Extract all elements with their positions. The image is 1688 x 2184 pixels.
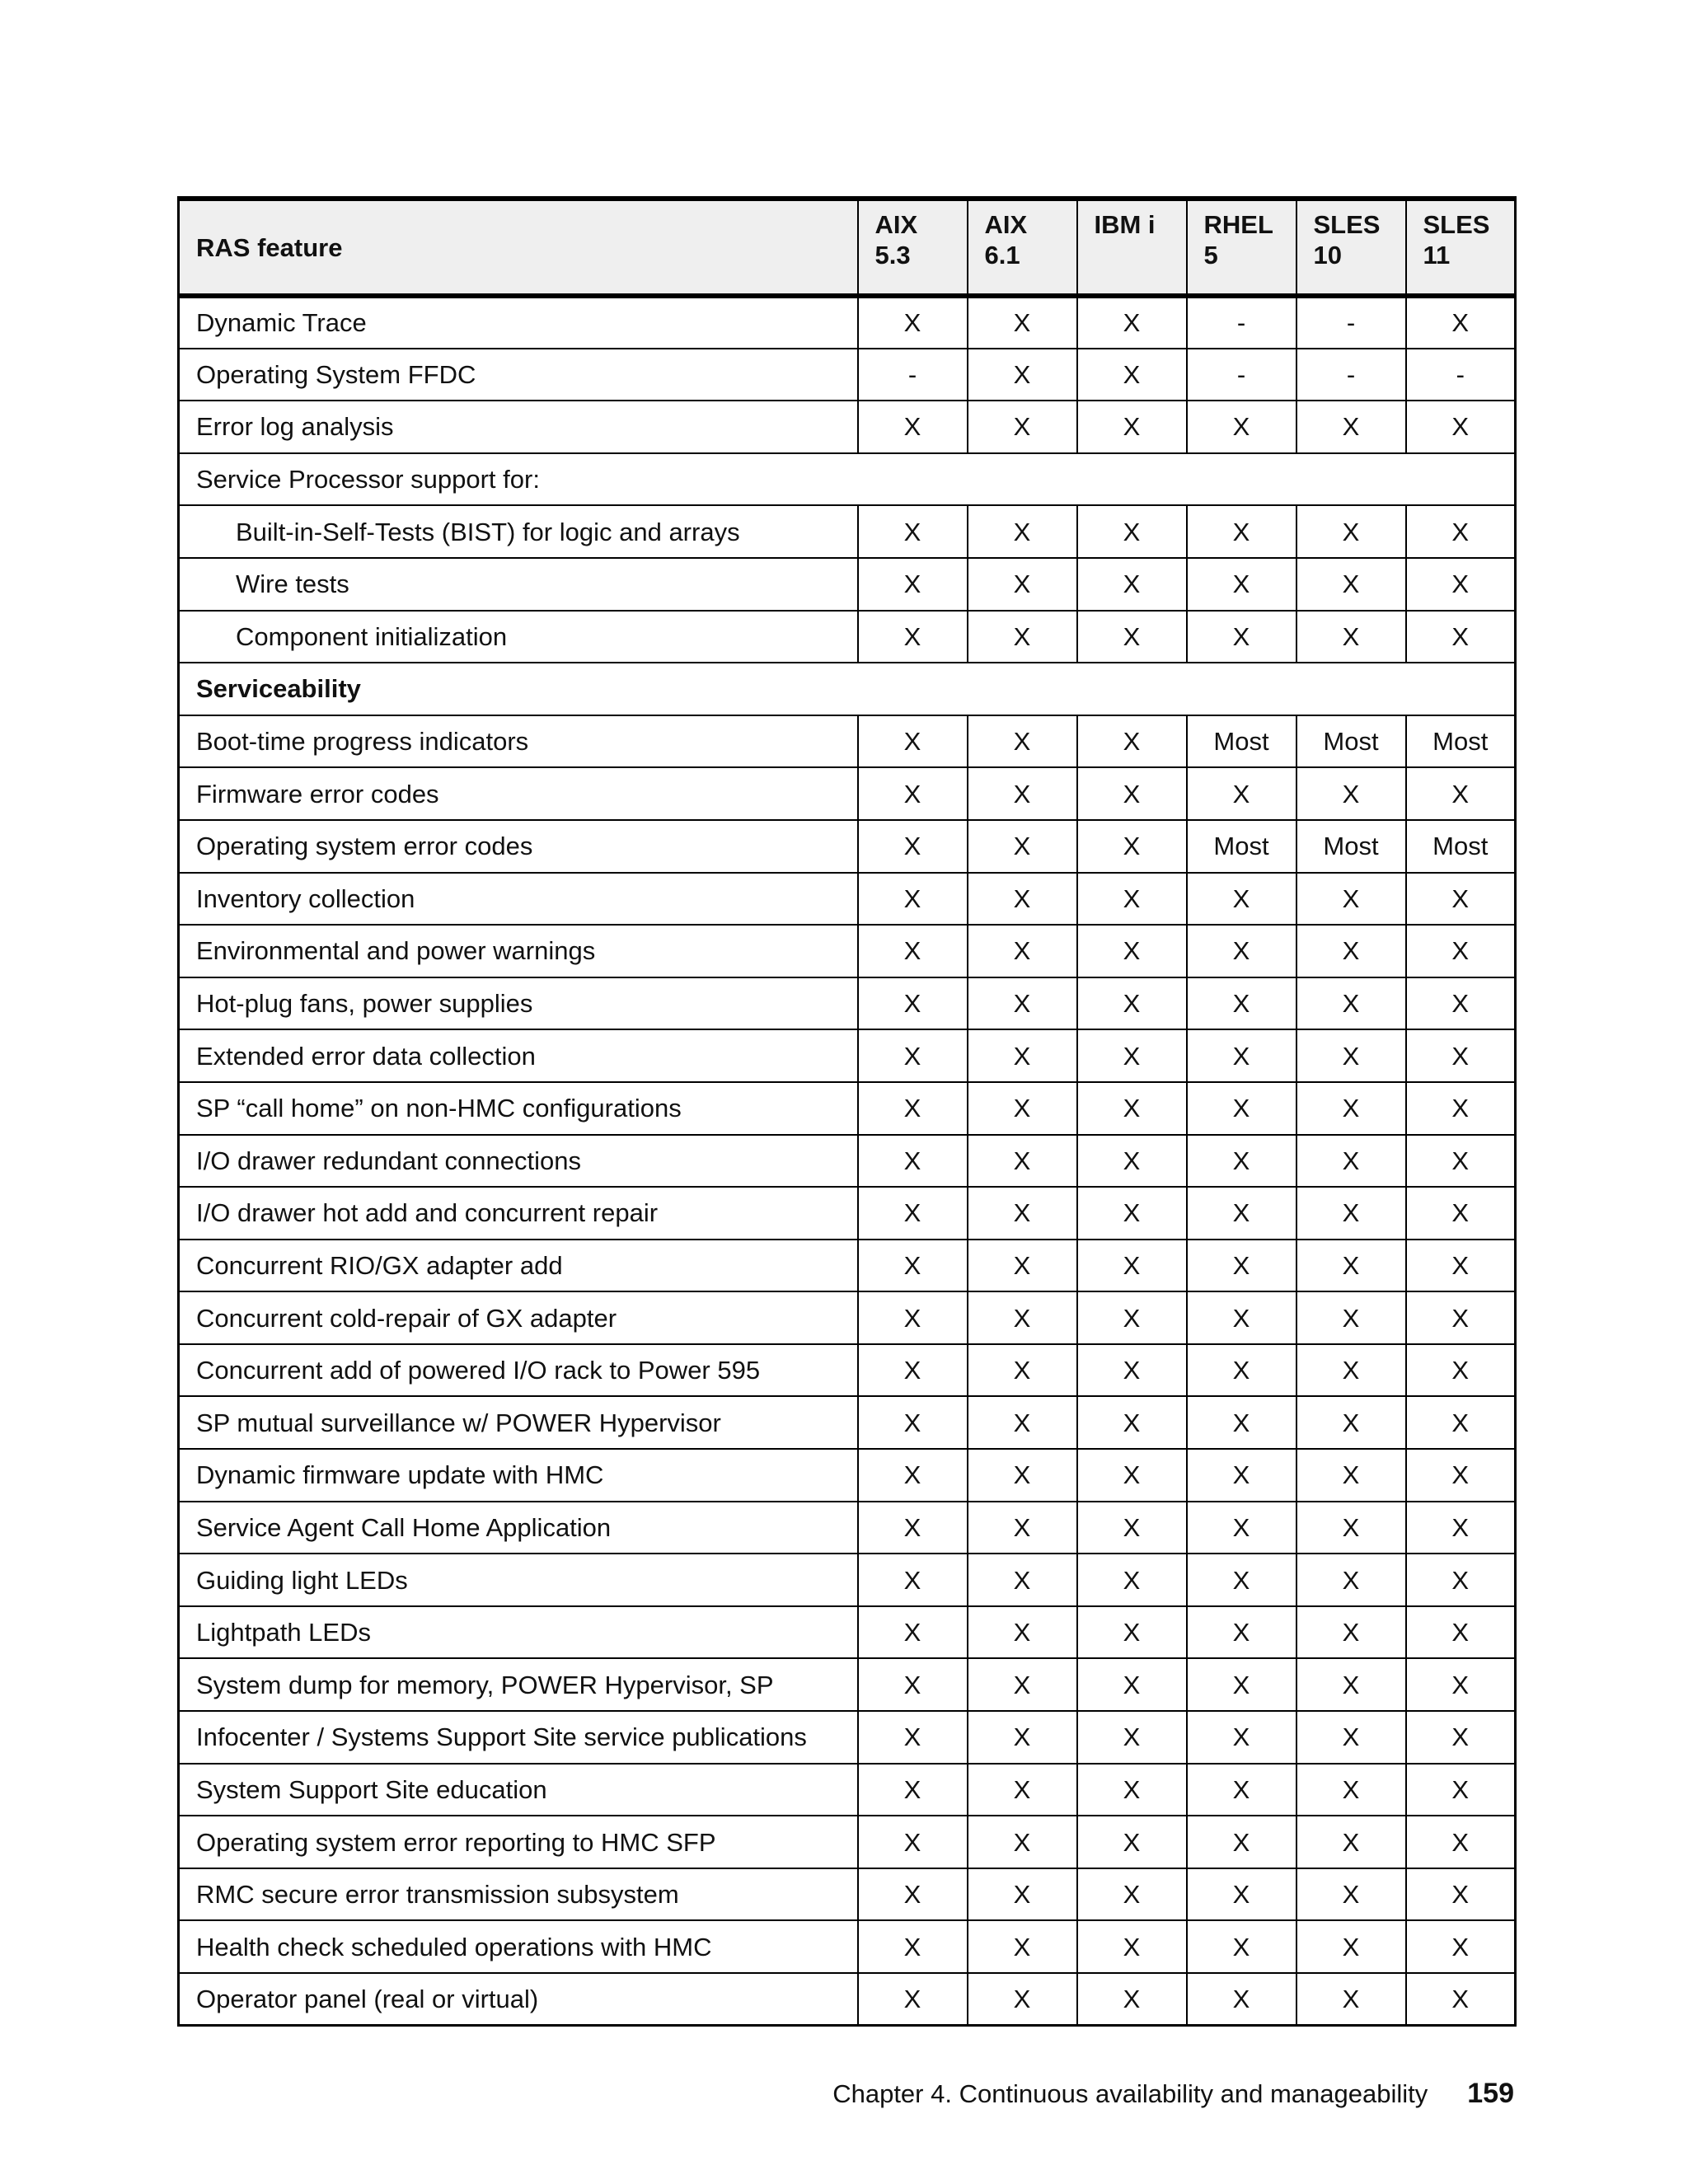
support-value-cell: X [968,1973,1077,2026]
table-header-row [179,199,1516,296]
support-value-cell: X [1077,1344,1187,1397]
table-row [179,767,1516,820]
support-value-cell: X [858,1920,968,1973]
support-value-cell: X [1406,611,1516,663]
support-value-cell: X [1077,873,1187,926]
support-value-cell: Most [1406,820,1516,873]
support-value-cell: X [1296,1658,1406,1711]
support-value-cell: - [1187,296,1296,349]
support-value-cell: X [1406,401,1516,453]
table-row [179,1240,1516,1292]
support-value-cell: X [968,349,1077,401]
support-value-cell: X [1077,767,1187,820]
support-value-cell: X [858,1711,968,1764]
feature-cell: System dump for memory, POWER Hypervisor, SP [179,1658,858,1711]
support-value-cell: X [968,1029,1077,1082]
support-value-cell: X [1406,1658,1516,1711]
support-value-cell: X [968,1711,1077,1764]
support-value-cell: X [858,611,968,663]
header-ras-feature: RAS feature [179,199,858,296]
support-value-cell: X [1077,1502,1187,1554]
support-value-cell: X [968,1868,1077,1921]
table-row [179,1396,1516,1449]
support-value-cell: X [1296,1764,1406,1816]
support-value-cell: X [968,1449,1077,1502]
support-value-cell: X [1077,1658,1187,1711]
table-row [179,1344,1516,1397]
support-value-cell: X [1406,1082,1516,1135]
support-value-cell: X [1077,1187,1187,1240]
support-value-cell: - [1187,349,1296,401]
support-value-cell: X [858,1291,968,1344]
support-value-cell: X [968,767,1077,820]
support-value-cell: X [1077,1029,1187,1082]
header-sles-11: SLES 11 [1406,199,1516,296]
table-row [179,873,1516,926]
table-row [179,296,1516,349]
support-value-cell: X [1187,558,1296,611]
header-ibm-i: IBM i [1077,199,1187,296]
support-value-cell: X [1406,1711,1516,1764]
support-value-cell: X [1406,296,1516,349]
table-row [179,1658,1516,1711]
support-value-cell: X [1187,1082,1296,1135]
support-value-cell: X [1077,1816,1187,1868]
feature-cell: Operating system error reporting to HMC SFP [179,1816,858,1868]
support-value-cell: X [1077,349,1187,401]
table-row [179,1711,1516,1764]
support-value-cell: X [1077,296,1187,349]
support-value-cell: X [1406,1344,1516,1397]
support-value-cell: X [1296,1606,1406,1659]
support-value-cell: X [968,1658,1077,1711]
support-value-cell: X [1296,1187,1406,1240]
table-row [179,1135,1516,1188]
support-value-cell: X [1187,1135,1296,1188]
support-value-cell: X [1296,767,1406,820]
feature-cell: Firmware error codes [179,767,858,820]
support-value-cell: X [858,873,968,926]
support-value-cell: Most [1296,715,1406,768]
support-value-cell: X [1077,611,1187,663]
support-value-cell: X [1077,1920,1187,1973]
support-value-cell: X [1296,977,1406,1030]
support-value-cell: X [968,1187,1077,1240]
support-value-cell: X [1187,611,1296,663]
support-value-cell: X [1296,1868,1406,1921]
table-row [179,1920,1516,1973]
support-value-cell: X [1406,1029,1516,1082]
support-value-cell: X [1077,925,1187,977]
support-value-cell: X [968,1764,1077,1816]
table-row [179,1082,1516,1135]
support-value-cell: X [1296,1449,1406,1502]
support-value-cell: X [968,296,1077,349]
support-value-cell: Most [1296,820,1406,873]
page-number: 159 [1467,2078,1514,2109]
support-value-cell: X [858,1868,968,1921]
support-value-cell: X [858,1029,968,1082]
feature-cell: Concurrent cold-repair of GX adapter [179,1291,858,1344]
support-value-cell: X [1406,1135,1516,1188]
support-value-cell: X [858,1658,968,1711]
support-value-cell: X [858,1502,968,1554]
feature-cell: Service Agent Call Home Application [179,1502,858,1554]
feature-cell: Component initialization [179,611,858,663]
support-value-cell: X [1187,1029,1296,1082]
feature-cell: Operator panel (real or virtual) [179,1973,858,2026]
support-value-cell: X [858,1554,968,1606]
feature-cell: Dynamic Trace [179,296,858,349]
support-value-cell: X [1187,1240,1296,1292]
support-value-cell: X [1296,1973,1406,2026]
support-value-cell: X [1187,1973,1296,2026]
support-value-cell: Most [1406,715,1516,768]
support-value-cell: X [1406,505,1516,558]
support-value-cell: X [1296,401,1406,453]
support-value-cell: X [968,1135,1077,1188]
support-value-cell: X [1187,873,1296,926]
support-value-cell: X [1077,1291,1187,1344]
feature-cell: Concurrent RIO/GX adapter add [179,1240,858,1292]
table-row [179,1606,1516,1659]
table-section-row [179,453,1516,506]
table-row [179,1449,1516,1502]
table-row [179,1816,1516,1868]
support-value-cell: X [1296,1711,1406,1764]
support-value-cell: X [858,977,968,1030]
ras-feature-table [177,196,1517,2027]
table-row [179,925,1516,977]
support-value-cell: X [968,1606,1077,1659]
header-rhel-5: RHEL 5 [1187,199,1296,296]
table-row [179,505,1516,558]
support-value-cell: X [1406,1187,1516,1240]
support-value-cell: X [1077,1240,1187,1292]
support-value-cell: X [968,1396,1077,1449]
header-sles-10: SLES 10 [1296,199,1406,296]
support-value-cell: - [858,349,968,401]
support-value-cell: X [1077,977,1187,1030]
support-value-cell: - [1406,349,1516,401]
feature-cell: Extended error data collection [179,1029,858,1082]
support-value-cell: X [1077,1868,1187,1921]
support-value-cell: X [858,767,968,820]
support-value-cell: X [1187,1291,1296,1344]
feature-cell: Infocenter / Systems Support Site service publications [179,1711,858,1764]
support-value-cell: X [968,1082,1077,1135]
support-value-cell: X [1296,1291,1406,1344]
support-value-cell: X [1077,820,1187,873]
support-value-cell: X [1187,1711,1296,1764]
support-value-cell: X [1077,1449,1187,1502]
support-value-cell: X [1296,1135,1406,1188]
support-value-cell: X [1296,873,1406,926]
support-value-cell: X [1187,1868,1296,1921]
support-value-cell: X [1187,1554,1296,1606]
support-value-cell: X [1406,1868,1516,1921]
support-value-cell: X [1406,1554,1516,1606]
support-value-cell: X [968,873,1077,926]
support-value-cell: X [858,1606,968,1659]
support-value-cell: X [1406,1396,1516,1449]
support-value-cell: X [1296,1502,1406,1554]
support-value-cell: X [968,1554,1077,1606]
feature-cell: I/O drawer hot add and concurrent repair [179,1187,858,1240]
support-value-cell: X [858,1344,968,1397]
support-value-cell: X [1077,1711,1187,1764]
section-label: Service Processor support for: [179,453,1516,506]
support-value-cell: X [1187,767,1296,820]
table-row [179,820,1516,873]
support-value-cell: X [1296,1920,1406,1973]
support-value-cell: X [968,1920,1077,1973]
support-value-cell: X [1296,505,1406,558]
footer-chapter-title: Chapter 4. Continuous availability and manageability [832,2079,1428,2108]
support-value-cell: X [968,1240,1077,1292]
support-value-cell: X [1406,558,1516,611]
support-value-cell: X [1406,1449,1516,1502]
support-value-cell: X [1187,977,1296,1030]
feature-cell: Operating system error codes [179,820,858,873]
table-row [179,611,1516,663]
support-value-cell: X [968,1816,1077,1868]
support-value-cell: X [1077,1554,1187,1606]
support-value-cell: X [1187,1606,1296,1659]
support-value-cell: X [1296,1029,1406,1082]
support-value-cell: Most [1187,715,1296,768]
table-row [179,401,1516,453]
support-value-cell: X [858,1816,968,1868]
table-row [179,349,1516,401]
feature-cell: Boot-time progress indicators [179,715,858,768]
support-value-cell: X [1187,1816,1296,1868]
support-value-cell: X [1406,1606,1516,1659]
support-value-cell: X [858,505,968,558]
support-value-cell: X [1077,1396,1187,1449]
feature-cell: SP “call home” on non-HMC configurations [179,1082,858,1135]
support-value-cell: X [858,558,968,611]
support-value-cell: X [1077,715,1187,768]
support-value-cell: X [1406,1291,1516,1344]
feature-cell: Wire tests [179,558,858,611]
support-value-cell: X [1406,1502,1516,1554]
support-value-cell: X [1187,1396,1296,1449]
support-value-cell: X [1077,1973,1187,2026]
support-value-cell: X [858,1973,968,2026]
support-value-cell: X [1187,1502,1296,1554]
support-value-cell: X [968,505,1077,558]
feature-cell: Lightpath LEDs [179,1606,858,1659]
support-value-cell: X [1077,1606,1187,1659]
support-value-cell: X [1187,1449,1296,1502]
section-label: Serviceability [179,663,1516,715]
table-row [179,558,1516,611]
table-row [179,1868,1516,1921]
support-value-cell: X [1187,1344,1296,1397]
table-row [179,1187,1516,1240]
support-value-cell: X [1296,1396,1406,1449]
header-aix-61: AIX 6.1 [968,199,1077,296]
support-value-cell: X [1296,1554,1406,1606]
page-footer [0,2077,1514,2111]
support-value-cell: X [968,715,1077,768]
feature-cell: Concurrent add of powered I/O rack to Power 595 [179,1344,858,1397]
support-value-cell: X [1077,401,1187,453]
table-section-row [179,663,1516,715]
feature-cell: I/O drawer redundant connections [179,1135,858,1188]
feature-cell: Error log analysis [179,401,858,453]
support-value-cell: X [858,1135,968,1188]
feature-cell: Guiding light LEDs [179,1554,858,1606]
table-row [179,1764,1516,1816]
support-value-cell: X [1077,505,1187,558]
table-row [179,1029,1516,1082]
support-value-cell: X [858,1396,968,1449]
support-value-cell: X [968,1502,1077,1554]
feature-cell: Operating System FFDC [179,349,858,401]
table-row [179,1554,1516,1606]
feature-cell: Hot-plug fans, power supplies [179,977,858,1030]
support-value-cell: X [968,820,1077,873]
support-value-cell: X [1187,1764,1296,1816]
support-value-cell: X [1406,1764,1516,1816]
support-value-cell: X [968,1291,1077,1344]
support-value-cell: Most [1187,820,1296,873]
support-value-cell: X [858,1449,968,1502]
support-value-cell: X [858,820,968,873]
support-value-cell: X [968,977,1077,1030]
support-value-cell: X [1296,1344,1406,1397]
support-value-cell: X [1187,925,1296,977]
support-value-cell: X [1406,1816,1516,1868]
feature-cell: System Support Site education [179,1764,858,1816]
support-value-cell: X [1406,1920,1516,1973]
support-value-cell: X [1077,1764,1187,1816]
support-value-cell: X [1296,611,1406,663]
support-value-cell: X [1296,558,1406,611]
table-row [179,715,1516,768]
table-body [179,296,1516,2026]
support-value-cell: X [968,611,1077,663]
support-value-cell: X [858,1082,968,1135]
support-value-cell: X [968,925,1077,977]
feature-cell: SP mutual surveillance w/ POWER Hypervisor [179,1396,858,1449]
support-value-cell: X [1296,1240,1406,1292]
feature-cell: Inventory collection [179,873,858,926]
support-value-cell: - [1296,296,1406,349]
support-value-cell: X [858,1240,968,1292]
support-value-cell: X [858,296,968,349]
support-value-cell: X [858,925,968,977]
feature-cell: Dynamic firmware update with HMC [179,1449,858,1502]
feature-cell: RMC secure error transmission subsystem [179,1868,858,1921]
support-value-cell: X [1406,767,1516,820]
feature-cell: Built-in-Self-Tests (BIST) for logic and arrays [179,505,858,558]
feature-cell: Environmental and power warnings [179,925,858,977]
header-aix-53: AIX 5.3 [858,199,968,296]
support-value-cell: X [858,401,968,453]
table-row [179,1291,1516,1344]
support-value-cell: X [1406,873,1516,926]
table-row [179,1973,1516,2026]
table-row [179,1502,1516,1554]
support-value-cell: X [1406,977,1516,1030]
support-value-cell: X [1187,1658,1296,1711]
support-value-cell: X [968,558,1077,611]
support-value-cell: X [1187,401,1296,453]
support-value-cell: X [1187,1187,1296,1240]
support-value-cell: X [1077,1082,1187,1135]
support-value-cell: X [1187,505,1296,558]
support-value-cell: X [1077,1135,1187,1188]
support-value-cell: X [1077,558,1187,611]
support-value-cell: X [1187,1920,1296,1973]
support-value-cell: X [1296,1082,1406,1135]
support-value-cell: X [1406,1973,1516,2026]
support-value-cell: X [1296,1816,1406,1868]
support-value-cell: X [858,1187,968,1240]
support-value-cell: X [1296,925,1406,977]
support-value-cell: X [968,1344,1077,1397]
support-value-cell: - [1296,349,1406,401]
feature-cell: Health check scheduled operations with HMC [179,1920,858,1973]
support-value-cell: X [1406,925,1516,977]
support-value-cell: X [968,401,1077,453]
table-row [179,977,1516,1030]
support-value-cell: X [858,1764,968,1816]
support-value-cell: X [858,715,968,768]
support-value-cell: X [1406,1240,1516,1292]
